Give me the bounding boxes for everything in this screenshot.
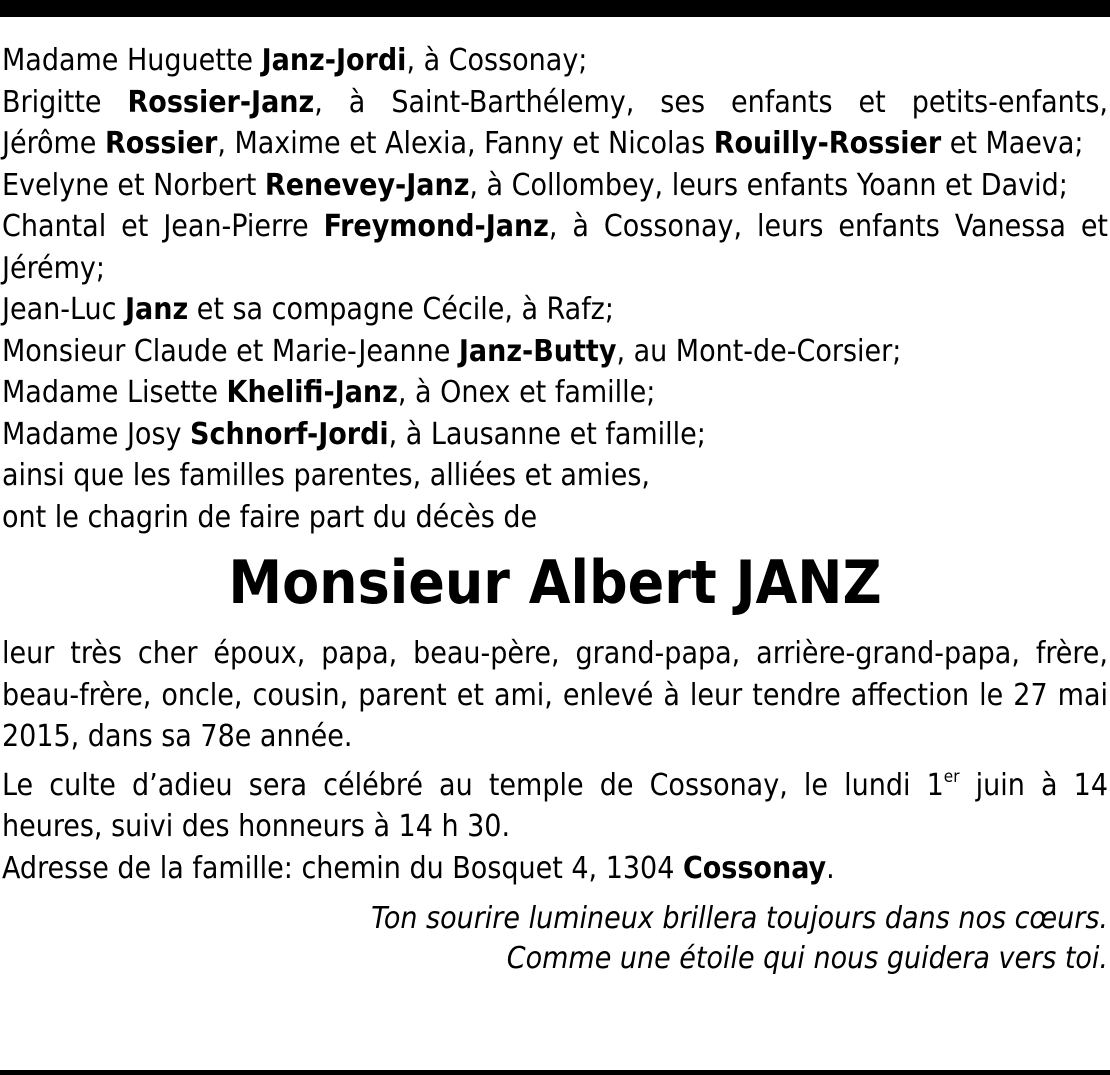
tribute-paragraph: leur très cher époux, papa, beau-père, grand-papa, arrière-grand-papa, frère, beau-frère, oncle, cousin, parent et ami, enlevé à leur tendre affection le 27 mai 2015, dans sa 78e année.	[2, 636, 1108, 754]
quote-line: Comme une étoile qui nous guidera vers toi.	[506, 941, 1108, 976]
ordinal-suffix: er	[943, 766, 960, 787]
family-line	[2, 331, 1108, 373]
family-text: , Maxime et Alexia, Fanny et Nicolas	[217, 126, 714, 161]
family-surname: Renevey-Janz	[264, 167, 470, 203]
family-text: Evelyne et Norbert	[2, 167, 265, 203]
family-surname: Schnorf-Jordi	[190, 416, 389, 452]
quote-line: Ton sourire lumineux brillera toujours dans nos cœurs.	[371, 901, 1108, 936]
family-text: Madame Lisette	[2, 375, 227, 410]
closing-line: ainsi que les familles parentes, alliées et amies,	[2, 458, 650, 493]
family-text: Chantal et Jean-Pierre	[2, 209, 324, 244]
family-line	[2, 82, 1108, 124]
family-text: Madame Huguette	[2, 43, 262, 78]
service-paragraph	[2, 765, 1108, 848]
obituary-notice	[2, 40, 1108, 979]
family-line	[2, 414, 1108, 456]
family-line	[2, 289, 1108, 331]
family-text: , à Cossonay, leurs enfants Vanessa et Jérémy;	[2, 209, 1109, 286]
address-text: .	[826, 850, 835, 886]
family-line	[2, 206, 1108, 289]
family-text: Jean-Luc	[2, 292, 125, 327]
bottom-rule	[0, 1070, 1110, 1075]
closing-line: ont le chagrin de faire part du décès de	[2, 499, 538, 535]
family-address	[2, 848, 1108, 890]
family-text: , à Saint-Barthélemy, ses enfants et petits-enfants,	[314, 84, 1108, 120]
family-surname: Rossier-Janz	[127, 84, 315, 120]
family-line	[2, 165, 1108, 207]
family-text: , au Mont-de-Corsier;	[616, 333, 902, 369]
family-text: , à Onex et famille;	[397, 375, 656, 410]
closing-quote	[2, 899, 1108, 979]
family-surname: Janz-Butty	[458, 333, 617, 369]
family-text: , à Collombey, leurs enfants Yoann et David;	[469, 167, 1068, 203]
family-surname: Janz	[124, 292, 189, 327]
family-line	[2, 123, 1108, 165]
family-line	[2, 372, 1108, 414]
family-surname: Janz-Jordi	[261, 43, 407, 78]
family-text: et sa compagne Cécile, à Rafz;	[188, 292, 614, 327]
family-line	[2, 40, 1108, 82]
service-text: Le culte d’adieu sera célébré au temple de Cossonay, le lundi 1	[2, 767, 944, 803]
address-town: Cossonay	[682, 850, 827, 886]
service-text: juin à 14 heures, suivi des honneurs à 14 h 30.	[2, 767, 1108, 844]
family-text: , à Cossonay;	[406, 43, 588, 78]
family-text: Monsieur Claude et Marie-Jeanne	[2, 333, 459, 369]
family-text: Brigitte	[2, 84, 128, 120]
family-text: et Maeva;	[941, 126, 1084, 161]
family-surname: Rouilly-Rossier	[713, 126, 942, 161]
family-text: , à Lausanne et famille;	[388, 416, 706, 452]
deceased-name: Monsieur Albert JANZ	[228, 548, 882, 618]
family-surname: Freymond-Janz	[323, 209, 549, 244]
family-text: Jérôme	[2, 126, 105, 161]
top-rule	[0, 0, 1110, 17]
address-text: Adresse de la famille: chemin du Bosquet 4, 1304	[2, 850, 683, 886]
family-text: Madame Josy	[2, 416, 191, 452]
family-surname: Khelifi-Janz	[226, 375, 398, 410]
family-surname: Rossier	[104, 126, 218, 161]
